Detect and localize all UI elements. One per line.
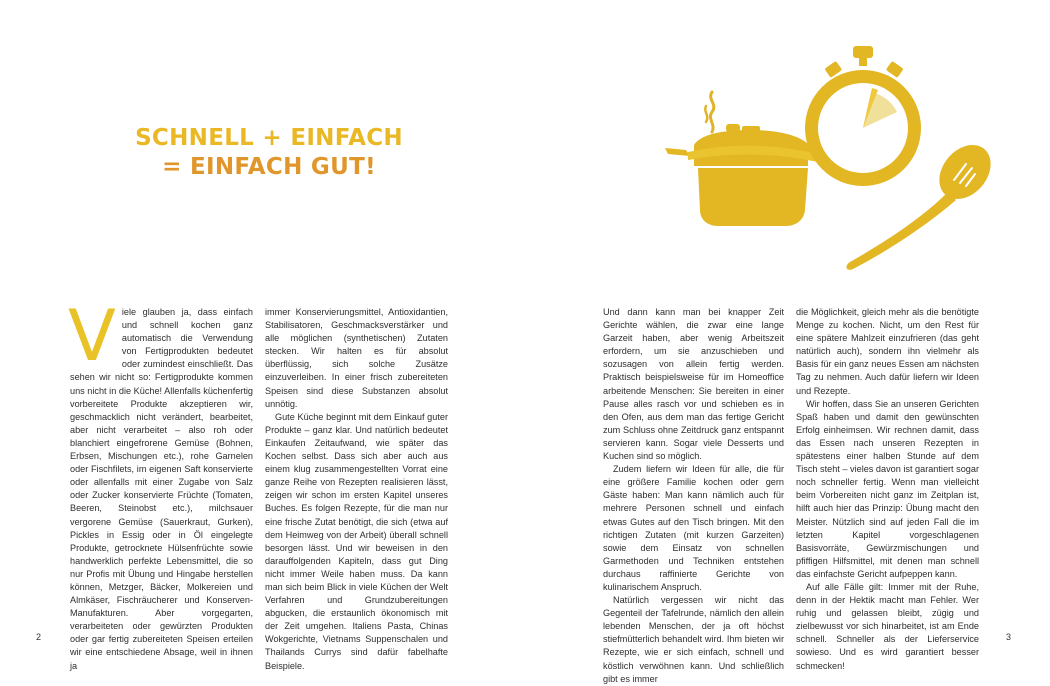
steaming-pot-icon xyxy=(665,92,831,226)
title-line-1: SCHNELL + EINFACH xyxy=(135,125,403,151)
text-column-2 xyxy=(265,306,448,673)
page-number-right: 3 xyxy=(1006,632,1012,642)
paragraph: Natürlich vergessen wir nicht das Gegenteil der Tafelrunde, nämlich den allein lebenden Menschen, der ja oft höchst stiefmütterlich behandelt wird. Ihm bieten wir Rezepte, wie er sich einfach, schnell und köstlich verwöhnen kann. Und schließlich gibt es immer xyxy=(603,595,784,684)
paragraph: Und dann kann man bei knapper Zeit Gerichte wählen, die zwar eine lange Garzeit haben, aber wenig Arbeitszeit erfordern, um sie anzuschieben und sozusagen von allein fertig werden. Praktisch beispielsweise für im Homeoffice arbeitende Menschen: Sie bereiten in einer Pause alles rasch vor und schieben es in den Ofen, aus dem man das fertige Gericht zum Schluss ohne Zeitdruck ganz entspannt servieren kann. Sogar viele Desserts und Kuchen sind so möglich. xyxy=(603,307,784,462)
paragraph: Gute Küche beginnt mit dem Einkauf guter Produkte – ganz klar. Und natürlich bedeutet Einkaufen Zeitaufwand, wie später das Kochen selbst. Dass sich aber auch aus einem klug zusammengestellten Vorrat eine ganze Reihe von Rezepten realisieren lässt, zeigen wir schon im ersten Kapitel unseres Buches. Es folgen Rezepte, für die man nur eine frische Zutat benötigt, die sich (etwa auf dem Heimweg von der Arbeit) überall schnell besorgen lässt. Und wir beweisen in den darauffolgenden Kapiteln, dass gut Ding nicht immer Weile haben muss. Da kann man sich beim Blick in viele Küchen der Welt Verfahren und Grundzubereitungen abgucken, die erstaunlich ökonomisch mit der Zeit umgehen. Italiens Pasta, Chinas Wokgerichte, Vietnams Suppenschalen und Thailands Currys sind dafür fabelhafte Beispiele. xyxy=(265,411,448,671)
paragraph: die Möglichkeit, gleich mehr als die benötigte Menge zu kochen. Nicht, um den Rest für eine spätere Mahlzeit einzufrieren (das geht natürlich auch), sondern ihn vielmehr als Basis für ein ganz neues Essen am nächsten Tag zu nehmen. Auch dafür liefern wir Ideen und Rezepte. xyxy=(796,307,979,396)
paragraph: Wir hoffen, dass Sie an unseren Gerichten Spaß haben und damit den gewünschten Erfolg einheimsen. Wir rechnen damit, dass das Essen nach unseren Rezepten in spätestens einer halben Stunde auf dem Tisch steht – vieles davon ist garantiert sogar noch schneller fertig. Wenn man vielleicht beim Vorbereiten nicht ganz im Zeitplan ist, hilft auch hier das Prinzip: Übung macht den Meister. Nützlich sind auf jeden Fall die im letzten Kapitel vorgeschlagenen Basisvorräte, Gewürzmischungen und pfiffigen Hilfsmittel, mit denen man schnell das einfachste Gericht aufpeppen kann. xyxy=(796,398,979,579)
stopwatch-icon xyxy=(805,46,921,186)
page-title xyxy=(100,124,438,182)
text-column-1 xyxy=(68,295,253,673)
text-column-4 xyxy=(796,306,979,673)
kitchen-illustration xyxy=(660,40,1010,280)
paragraph: Auf alle Fälle gilt: Immer mit der Ruhe, denn in der Hektik macht man Fehler. Wer ruhig und gelassen bleibt, zügig und zielbewusst vor sich hinarbeitet, ist am Ende schnell. Schneller als der Lieferservice sowieso. Und es wird garantiert besser schmecken! xyxy=(796,581,979,671)
paragraph: Zudem liefern wir Ideen für alle, die für eine größere Familie kochen oder gern Gäste haben: Man kann nämlich auch für mehrere Personen schnell und einfach etwas Gutes auf den Tisch bringen. Mit den richtigen Zutaten (mit kurzen Garzeiten) sowie dem Einsatz von schnellen Garmethoden und Techniken entstehen durchaus raffinierte Gerichte von kulinarischem Anspruch. xyxy=(603,464,784,592)
paragraph: iele glauben ja, dass einfach und schnell kochen ganz automatisch die Verwendung von Fertigprodukten bedeutet oder zumindest einschließt. Das sehen wir nicht so: Fertigprodukte kommen uns nicht in die Küche! Allenfalls küchenfertig vorbereitete Produkte akzeptieren wir, geschmacklich nicht verändert, bearbeitet, aber nicht verarbeitet – also roh oder blanchiert eingefrorene Gemüse (Bohnen, Erbsen, Mischungen etc.), rohe Garnelen oder Fischfilets, im eigenen Saft konservierte oder allenfalls mit einer Zugabe von Salz oder Zucker konservierte Früchte (Tomaten, Beeren, Steinobst etc.), milchsauer vergorene Gemüse (Sauerkraut, Gurken), Pickles in Essig oder in Öl eingelegte Produkte, getrocknete Hülsenfrüchte sowie handwerklich perfekte Lebensmittel, die so nur Profis mit Übung und Hingabe herstellen können, Metzger, Bäcker, Molkereien und Almkäser, Fischräucherer und Konserven-Manufakturen. Aber vorgegarten, verarbeiteten oder gewürzten Produkten oder gar fertig zubereiteten Speisen erteilen wir eine entschiedene Absage, weil in ihnen ja xyxy=(70,307,253,671)
title-line-2: = EINFACH GUT! xyxy=(162,154,376,180)
text-column-3 xyxy=(603,306,784,686)
paragraph: immer Konservierungsmittel, Antioxidantien, Stabilisatoren, Geschmacksverstärker und alle möglichen (synthetischen) Zutaten stecken. Wir halten es für absolut überflüssig, sich solche Zusätze einzuverleiben. In einer frisch zubereiteten Speisen sind diese Substanzen absolut unnötig. xyxy=(265,307,448,409)
drop-cap: V xyxy=(68,295,116,377)
page-number-left: 2 xyxy=(36,632,42,642)
